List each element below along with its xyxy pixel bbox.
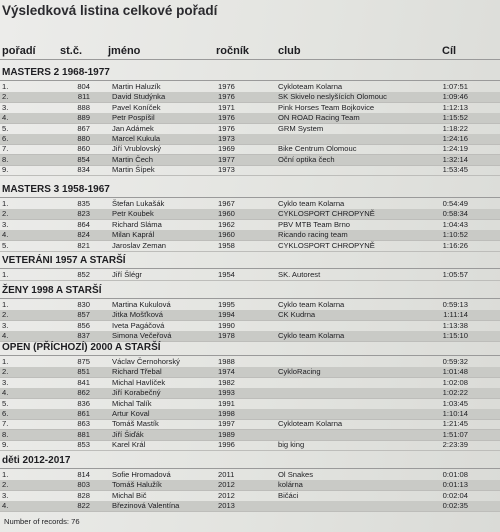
- cell-start-number: 889: [77, 113, 90, 123]
- cell-club: CYKLOSPORT CHROPYNĚ: [278, 209, 375, 219]
- cell-start-number: 814: [77, 470, 90, 479]
- cell-year: 1994: [218, 310, 235, 320]
- table-row: [0, 124, 500, 135]
- cell-name: Jan Adámek: [112, 123, 154, 133]
- cell-position: 1.: [2, 199, 9, 208]
- cell-year: 1974: [218, 367, 235, 377]
- cell-club: CykloRacing: [278, 367, 321, 377]
- table-row: [0, 144, 500, 155]
- table-row: [0, 367, 500, 378]
- cell-position: 7.: [2, 419, 9, 429]
- cell-club: Cyklo team Kolarna: [278, 300, 345, 309]
- cell-position: 2.: [2, 92, 9, 102]
- table-row: [0, 155, 500, 166]
- table-row: [0, 103, 500, 114]
- cell-name: Pavel Koníček: [112, 102, 161, 112]
- cell-finish-time: 1:24:16: [442, 134, 468, 143]
- cell-position: 2.: [2, 310, 9, 320]
- header-start-number: st.č.: [60, 45, 83, 57]
- cell-name: Michal Havlíček: [112, 377, 166, 387]
- table-row: [0, 199, 500, 210]
- cell-position: 4.: [2, 388, 9, 398]
- header-name: jméno: [108, 45, 141, 57]
- cell-name: Marcel Kukula: [112, 134, 161, 143]
- cell-finish-time: 1:09:46: [442, 92, 468, 102]
- cell-finish-time: 1:03:45: [442, 398, 468, 408]
- cell-club: Cykloteam Kolarna: [278, 419, 343, 429]
- cell-finish-time: 0:59:13: [442, 300, 468, 309]
- cell-start-number: 861: [77, 409, 90, 418]
- cell-position: 4.: [2, 230, 9, 240]
- cell-position: 2.: [2, 209, 9, 219]
- cell-position: 1.: [2, 82, 9, 91]
- cell-finish-time: 1:16:26: [442, 240, 468, 250]
- table-row: [0, 300, 500, 311]
- cell-start-number: 881: [77, 429, 90, 439]
- cell-name: Jiří Vrublovský: [112, 144, 162, 154]
- cell-position: 4.: [2, 113, 9, 123]
- cell-club: CK Kudrna: [278, 310, 316, 320]
- cell-name: Petr Koubek: [112, 209, 154, 219]
- cell-year: 1988: [218, 357, 235, 366]
- section-divider: [0, 468, 500, 469]
- cell-name: Milan Kaprál: [112, 230, 155, 240]
- section-title: VETERÁNI 1957 A STARŠÍ: [2, 255, 126, 266]
- cell-year: 1998: [218, 409, 235, 418]
- section-divider: [0, 355, 500, 356]
- cell-name: Martin Šípek: [112, 165, 155, 175]
- cell-finish-time: 1:24:19: [442, 144, 468, 154]
- table-row: [0, 270, 500, 281]
- table-row: [0, 113, 500, 124]
- cell-club: Cykloteam Kolarna: [278, 82, 343, 91]
- cell-club: SK. Autorest: [278, 270, 321, 279]
- cell-name: Březinová Valentína: [112, 501, 180, 511]
- cell-position: 3.: [2, 102, 9, 112]
- cell-club: Oční optika čech: [278, 154, 335, 164]
- header-finish-time: Cíl: [442, 45, 457, 57]
- cell-start-number: 824: [77, 230, 90, 240]
- table-row: [0, 230, 500, 241]
- cell-start-number: 860: [77, 144, 90, 154]
- cell-finish-time: 0:02:04: [442, 490, 468, 500]
- cell-start-number: 804: [77, 82, 90, 91]
- cell-name: Jiří Šlégr: [112, 270, 142, 279]
- cell-finish-time: 1:07:51: [442, 82, 468, 91]
- cell-club: Bičáci: [278, 490, 299, 500]
- cell-start-number: 834: [77, 165, 90, 175]
- cell-start-number: 852: [77, 270, 90, 279]
- cell-name: Tomáš Mastík: [112, 419, 159, 429]
- table-row: [0, 321, 500, 332]
- cell-position: 8.: [2, 154, 9, 164]
- cell-name: Karel Král: [112, 440, 146, 450]
- cell-finish-time: 1:04:43: [442, 219, 468, 229]
- cell-club: PBV MTB Team Brno: [278, 219, 351, 229]
- cell-finish-time: 1:01:48: [442, 367, 468, 377]
- cell-position: 6.: [2, 134, 9, 143]
- cell-name: Sofie Hromadová: [112, 470, 171, 479]
- table-row: [0, 480, 500, 491]
- table-row: [0, 82, 500, 93]
- table-row: [0, 331, 500, 342]
- section-divider: [0, 298, 500, 299]
- table-row: [0, 388, 500, 399]
- section-title: MASTERS 2 1968-1977: [2, 67, 110, 78]
- cell-year: 1989: [218, 429, 235, 439]
- cell-year: 1978: [218, 331, 235, 341]
- cell-finish-time: 1:10:52: [442, 230, 468, 240]
- page-title: Výsledková listina celkové pořadí: [2, 3, 218, 18]
- cell-year: 1973: [218, 134, 235, 143]
- cell-name: Iveta Pagáčová: [112, 320, 165, 330]
- cell-year: 1967: [218, 199, 235, 208]
- cell-position: 6.: [2, 409, 9, 418]
- table-row: [0, 470, 500, 481]
- table-row: [0, 165, 500, 176]
- cell-club: SK Skivelo neslyšících Olomouc: [278, 92, 387, 102]
- cell-position: 8.: [2, 429, 9, 439]
- cell-start-number: 875: [77, 357, 90, 366]
- cell-name: Petr Pospíšil: [112, 113, 155, 123]
- cell-start-number: 823: [77, 209, 90, 219]
- cell-finish-time: 1:02:22: [442, 388, 468, 398]
- cell-year: 1960: [218, 230, 235, 240]
- cell-year: 1960: [218, 209, 235, 219]
- cell-name: Martin Čech: [112, 154, 153, 164]
- cell-name: Richard Třebal: [112, 367, 162, 377]
- cell-club: Ricando racing team: [278, 230, 348, 240]
- cell-year: 1962: [218, 219, 235, 229]
- cell-name: Michal Bič: [112, 490, 147, 500]
- cell-club: Bike Centrum Olomouc: [278, 144, 357, 154]
- cell-position: 9.: [2, 440, 9, 450]
- cell-start-number: 880: [77, 134, 90, 143]
- cell-start-number: 853: [77, 440, 90, 450]
- cell-name: Artur Koval: [112, 409, 150, 418]
- cell-year: 1971: [218, 102, 235, 112]
- cell-finish-time: 1:02:08: [442, 377, 468, 387]
- table-row: [0, 419, 500, 430]
- cell-position: 2.: [2, 367, 9, 377]
- cell-position: 5.: [2, 398, 9, 408]
- cell-finish-time: 1:10:14: [442, 409, 468, 418]
- cell-name: Štefan Lukašák: [112, 199, 165, 208]
- cell-start-number: 854: [77, 154, 90, 164]
- cell-start-number: 822: [77, 501, 90, 511]
- cell-start-number: 862: [77, 388, 90, 398]
- cell-start-number: 867: [77, 123, 90, 133]
- cell-finish-time: 2:23:39: [442, 440, 468, 450]
- cell-year: 2012: [218, 480, 235, 490]
- cell-year: 2013: [218, 501, 235, 511]
- cell-year: 1976: [218, 113, 235, 123]
- cell-finish-time: 0:59:32: [442, 357, 468, 366]
- header-year: ročník: [216, 45, 250, 57]
- cell-club: kolárna: [278, 480, 303, 490]
- table-row: [0, 430, 500, 441]
- table-row: [0, 310, 500, 321]
- section-divider: [0, 80, 500, 81]
- cell-position: 4.: [2, 331, 9, 341]
- cell-name: Jaroslav Zeman: [112, 240, 167, 250]
- cell-position: 3.: [2, 377, 9, 387]
- cell-club: Ol Snakes: [278, 470, 314, 479]
- cell-position: 4.: [2, 501, 9, 511]
- cell-year: 1993: [218, 388, 235, 398]
- table-row: [0, 501, 500, 512]
- cell-finish-time: 0:54:49: [442, 199, 468, 208]
- section-title: MASTERS 3 1958-1967: [2, 184, 110, 195]
- cell-name: David Studýnka: [112, 92, 166, 102]
- section-title: ŽENY 1998 A STARŠÍ: [2, 285, 102, 296]
- section-divider: [0, 197, 500, 198]
- cell-year: 1977: [218, 154, 235, 164]
- record-count: Number of records: 76: [4, 517, 80, 526]
- cell-year: 1969: [218, 144, 235, 154]
- cell-position: 5.: [2, 123, 9, 133]
- cell-finish-time: 1:12:13: [442, 102, 468, 112]
- cell-finish-time: 0:58:34: [442, 209, 468, 219]
- cell-year: 1976: [218, 92, 235, 102]
- cell-position: 1.: [2, 357, 9, 366]
- cell-year: 2011: [218, 470, 235, 479]
- cell-year: 1997: [218, 419, 235, 429]
- cell-start-number: 837: [77, 331, 90, 341]
- cell-start-number: 888: [77, 102, 90, 112]
- table-row: [0, 220, 500, 231]
- cell-position: 1.: [2, 300, 9, 309]
- cell-finish-time: 1:53:45: [442, 165, 468, 175]
- cell-year: 1973: [218, 165, 235, 175]
- cell-name: Simona Večeřová: [112, 331, 172, 341]
- cell-finish-time: 1:32:14: [442, 154, 468, 164]
- cell-name: Jiří Korabečný: [112, 388, 161, 398]
- cell-finish-time: 1:51:07: [442, 429, 468, 439]
- section-divider: [0, 268, 500, 269]
- cell-start-number: 856: [77, 320, 90, 330]
- cell-year: 1982: [218, 377, 235, 387]
- cell-club: Pink Horses Team Bojkovice: [278, 102, 375, 112]
- cell-club: Cyklo team Kolarna: [278, 199, 345, 208]
- cell-name: Jitka Mošťková: [112, 310, 163, 320]
- cell-finish-time: 0:02:35: [442, 501, 468, 511]
- cell-position: 9.: [2, 165, 9, 175]
- cell-name: Michal Talík: [112, 398, 152, 408]
- cell-start-number: 851: [77, 367, 90, 377]
- section-title: OPEN (PŘÍCHOZÍ) 2000 A STARŠÍ: [2, 342, 161, 353]
- cell-name: Jiří Šiďák: [112, 429, 144, 439]
- cell-year: 1991: [218, 398, 235, 408]
- cell-start-number: 841: [77, 377, 90, 387]
- cell-year: 1958: [218, 240, 235, 250]
- cell-year: 1976: [218, 123, 235, 133]
- cell-position: 1.: [2, 470, 9, 479]
- cell-name: Martina Kukulová: [112, 300, 171, 309]
- table-row: [0, 378, 500, 389]
- cell-finish-time: 1:15:52: [442, 113, 468, 123]
- cell-start-number: 811: [77, 92, 90, 102]
- table-row: [0, 440, 500, 451]
- cell-year: 1996: [218, 440, 235, 450]
- cell-position: 5.: [2, 240, 9, 250]
- cell-name: Martin Haluzík: [112, 82, 161, 91]
- cell-club: CYKLOSPORT CHROPYNĚ: [278, 240, 375, 250]
- cell-start-number: 836: [77, 398, 90, 408]
- cell-start-number: 830: [77, 300, 90, 309]
- cell-start-number: 864: [77, 219, 90, 229]
- header-position: pořadí: [2, 45, 36, 57]
- cell-name: Tomáš Halužík: [112, 480, 162, 490]
- header-divider: [0, 59, 500, 60]
- cell-name: Richard Sláma: [112, 219, 162, 229]
- table-row: [0, 241, 500, 252]
- cell-start-number: 821: [77, 240, 90, 250]
- cell-position: 1.: [2, 270, 9, 279]
- cell-finish-time: 1:05:57: [442, 270, 468, 279]
- cell-start-number: 803: [77, 480, 90, 490]
- table-row: [0, 209, 500, 220]
- cell-start-number: 835: [77, 199, 90, 208]
- cell-year: 2012: [218, 490, 235, 500]
- cell-position: 3.: [2, 320, 9, 330]
- cell-year: 1995: [218, 300, 235, 309]
- cell-year: 1990: [218, 320, 235, 330]
- table-row: [0, 134, 500, 145]
- table-row: [0, 409, 500, 420]
- cell-club: big king: [278, 440, 305, 450]
- table-row: [0, 357, 500, 368]
- table-row: [0, 399, 500, 410]
- cell-position: 3.: [2, 490, 9, 500]
- cell-start-number: 857: [77, 310, 90, 320]
- cell-club: ON ROAD Racing Team: [278, 113, 360, 123]
- cell-year: 1954: [218, 270, 235, 279]
- cell-club: Cyklo team Kolarna: [278, 331, 345, 341]
- cell-start-number: 863: [77, 419, 90, 429]
- cell-position: 7.: [2, 144, 9, 154]
- cell-finish-time: 0:01:08: [442, 470, 468, 479]
- table-row: [0, 92, 500, 103]
- cell-position: 2.: [2, 480, 9, 490]
- cell-finish-time: 0:01:13: [442, 480, 468, 490]
- header-club: club: [278, 45, 301, 57]
- cell-finish-time: 1:21:45: [442, 419, 468, 429]
- cell-finish-time: 1:15:10: [442, 331, 468, 341]
- section-title: děti 2012-2017: [2, 455, 71, 466]
- cell-year: 1976: [218, 82, 235, 91]
- cell-finish-time: 1:18:22: [442, 123, 468, 133]
- table-row: [0, 491, 500, 502]
- cell-position: 3.: [2, 219, 9, 229]
- cell-finish-time: 1:13:38: [442, 320, 468, 330]
- cell-club: GRM System: [278, 123, 324, 133]
- cell-name: Václav Černohorský: [112, 357, 180, 366]
- cell-finish-time: 1:11:14: [443, 310, 468, 320]
- cell-start-number: 828: [77, 490, 90, 500]
